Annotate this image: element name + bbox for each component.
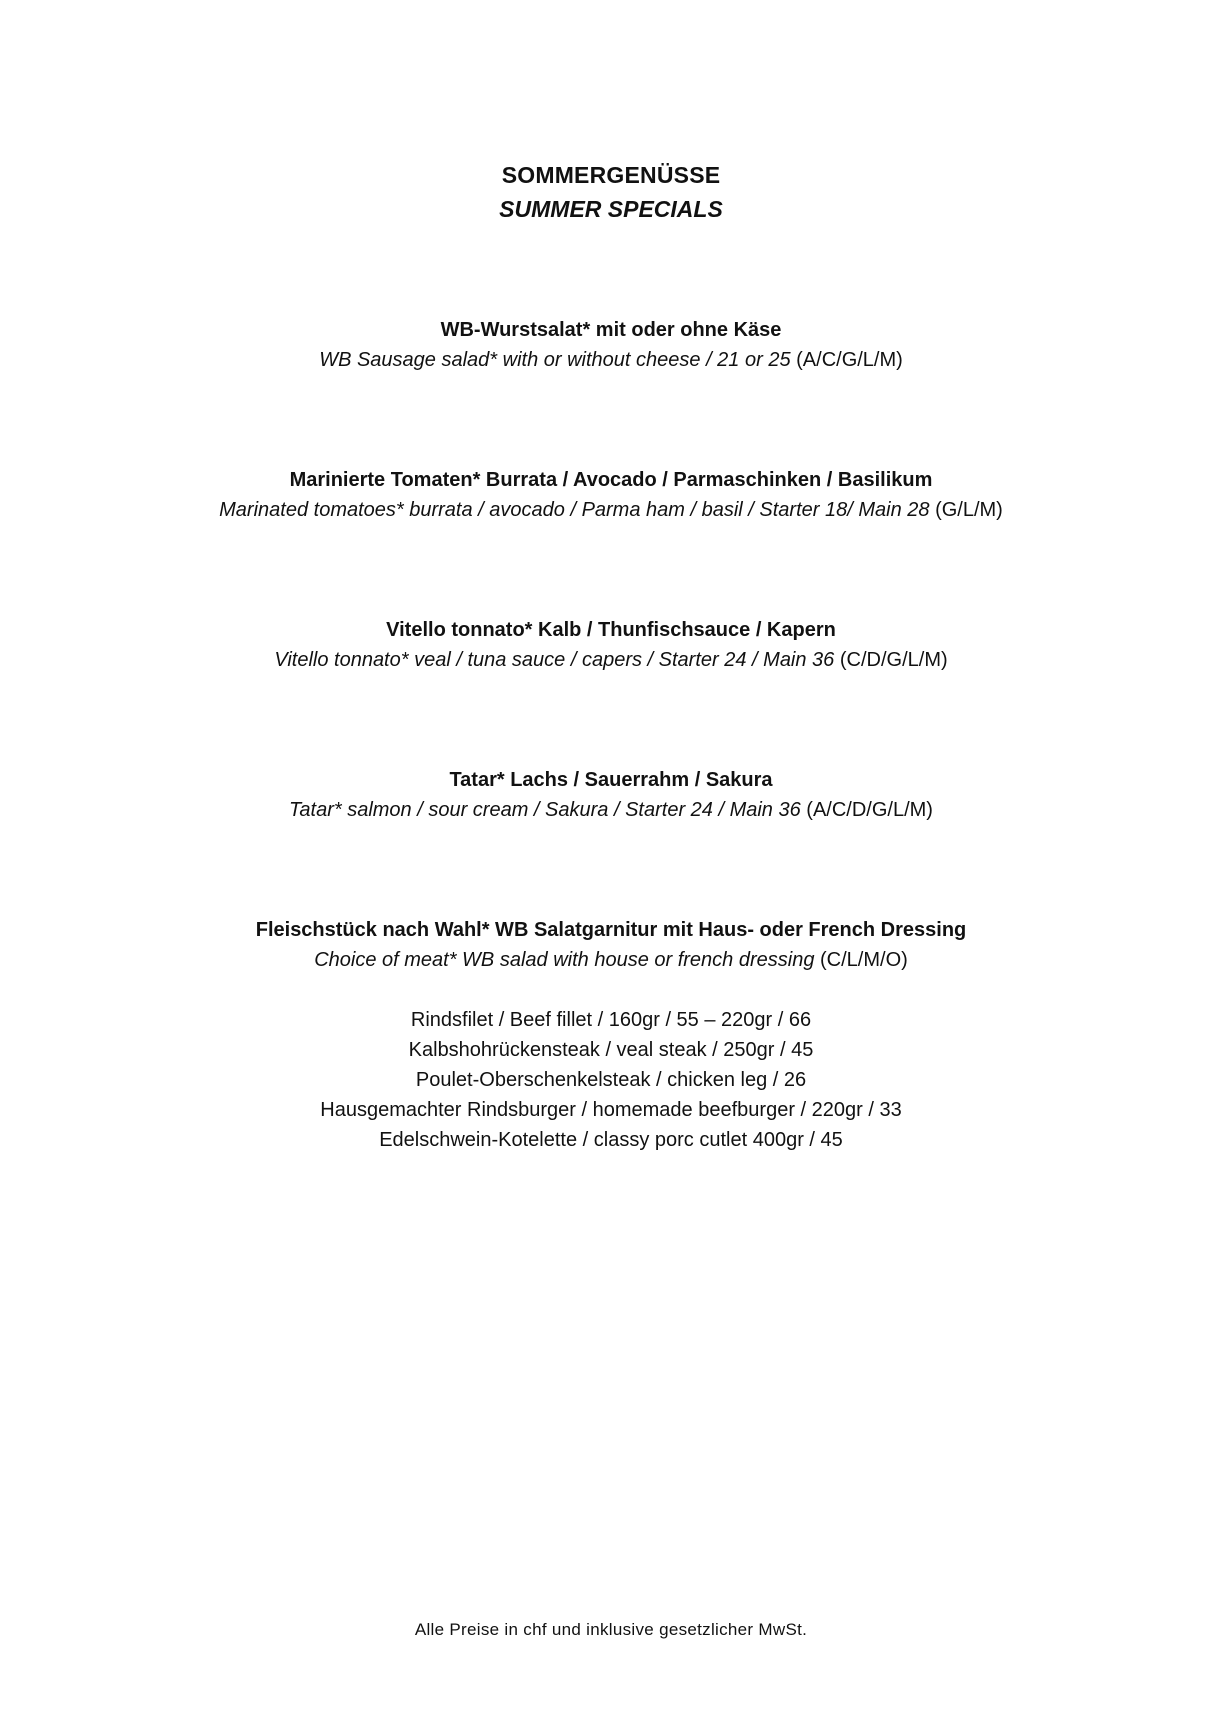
- menu-item-4-english: Tatar* salmon / sour cream / Sakura / Starter 24 / Main 36: [289, 799, 801, 821]
- menu-item-4-allergens: (A/C/D/G/L/M): [806, 799, 933, 821]
- menu-item-4-description: [0, 795, 1222, 825]
- meat-option-4: Hausgemachter Rindsburger / homemade beefburger / 220gr / 33: [320, 1099, 902, 1121]
- menu-item-3-english: Vitello tonnato* veal / tuna sauce / capers / Starter 24 / Main 36: [274, 649, 835, 671]
- menu-item-1-description: [0, 345, 1222, 375]
- menu-item-2-english: Marinated tomatoes* burrata / avocado / Parma ham / basil / Starter 18/ Main 28: [219, 499, 930, 521]
- menu-title-english: SUMMER SPECIALS: [499, 196, 723, 222]
- menu-item-5-english: Choice of meat* WB salad with house or french dressing: [314, 949, 815, 971]
- meat-option-1: Rindsfilet / Beef fillet / 160gr / 55 – 220gr / 66: [410, 1009, 812, 1031]
- menu-item-1-allergens: (A/C/G/L/M): [796, 349, 903, 371]
- meat-option-3: Poulet-Oberschenkelsteak / chicken leg / 26: [415, 1069, 807, 1091]
- menu-item-2-description: [0, 495, 1222, 525]
- menu-item-3-name: Vitello tonnato* Kalb / Thunfischsauce / Kapern: [386, 619, 836, 641]
- menu-item-1-name: WB-Wurstsalat* mit oder ohne Käse: [440, 319, 782, 341]
- menu-item-5-name: Fleischstück nach Wahl* WB Salatgarnitur mit Haus- oder French Dressing: [255, 919, 967, 941]
- menu-item-2-allergens: (G/L/M): [935, 499, 1003, 521]
- menu-item-5-description: [0, 945, 1222, 975]
- menu-item-3-description: [0, 645, 1222, 675]
- menu-item-5-allergens: (C/L/M/O): [820, 949, 908, 971]
- menu-item-3-allergens: (C/D/G/L/M): [839, 649, 948, 671]
- meat-option-2: Kalbshohrückensteak / veal steak / 250gr / 45: [408, 1039, 814, 1061]
- meat-option-5: Edelschwein-Kotelette / classy porc cutlet 400gr / 45: [379, 1129, 843, 1151]
- price-note-footer: Alle Preise in chf und inklusive gesetzlicher MwSt.: [414, 1620, 808, 1639]
- menu-item-2-name: Marinierte Tomaten* Burrata / Avocado / Parmaschinken / Basilikum: [289, 469, 933, 491]
- menu-item-1-english: WB Sausage salad* with or without cheese / 21 or 25: [319, 349, 791, 371]
- menu-title-german: SOMMERGENÜSSE: [501, 162, 721, 188]
- menu-item-4-name: Tatar* Lachs / Sauerrahm / Sakura: [449, 769, 773, 791]
